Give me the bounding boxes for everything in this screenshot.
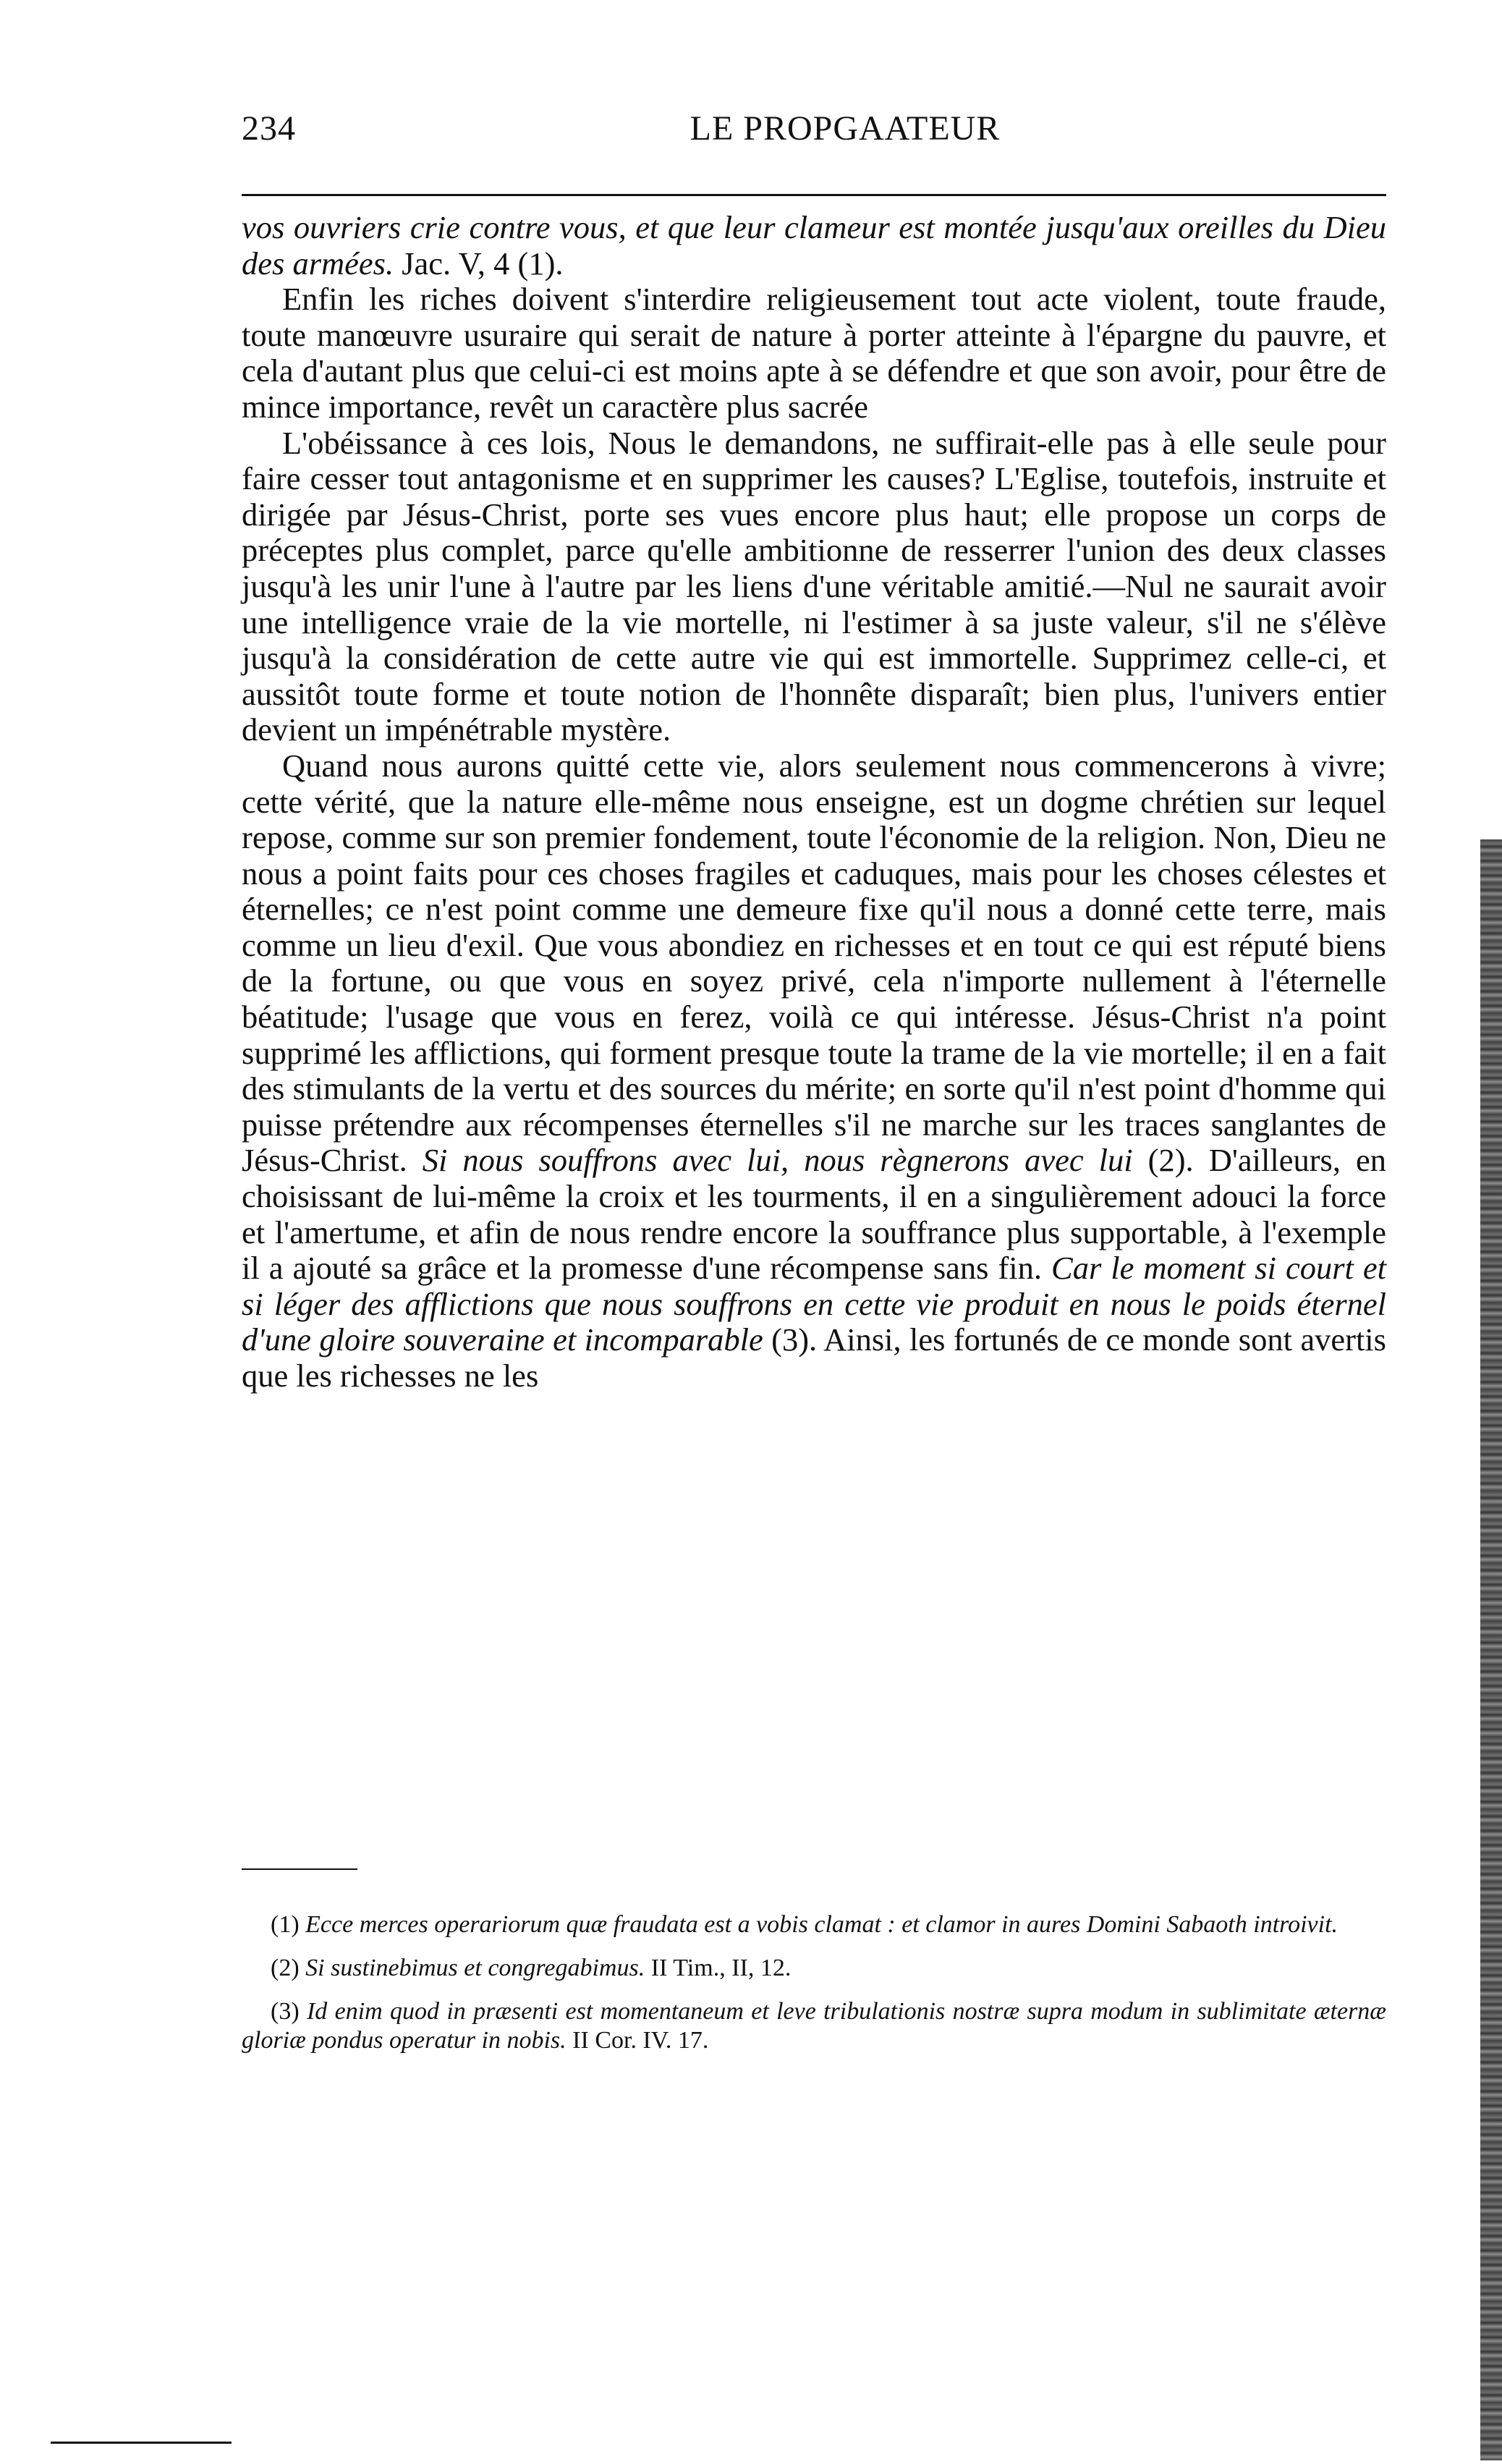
footnote-number: (2)	[271, 1955, 306, 1981]
footnotes	[242, 1910, 1386, 2070]
binding-edge-shadow	[1480, 839, 1502, 2460]
quotation-reference: Jac. V, 4 (1).	[394, 245, 564, 281]
paragraph-4	[242, 748, 1386, 1394]
footnote-1	[242, 1910, 1386, 1939]
paragraph-4-text-1: Quand nous aurons quitté cette vie, alors seulement nous commencerons à vivre; cette vérité, que la nature elle-même nous enseigne, est un dogme chrétien sur lequel repose, comme sur son premier fondement, toute l'économie de la religion. Non, Dieu ne nous a point faits pour ces choses fragiles et caduques, mais pour les choses célestes et éternelles; ce n'est point comme une demeure fixe qu'il nous a donné cette terre, mais comme un lieu d'exil. Que vous abondiez en richesses et en tout ce qui est réputé biens de la fortune, ou que vous en soyez privé, cela n'importe nullement à l'éternelle béatitude; l'usage que vous en ferez, voilà ce qui intéresse. Jésus-Christ n'a point supprimé les afflictions, qui forment presque toute la trame de la vie mortelle; il en a fait des stimulants de la vertu et des sources du mérite; en sorte qu'il n'est point d'homme qui puisse prétendre aux récompenses éternelles s'il ne marche sur les traces sanglantes de Jésus-Christ.	[242, 747, 1386, 1179]
footnote-number: (3)	[271, 1998, 307, 2025]
paragraph-4-text-2: (2). D'ailleurs, en choisissant de lui-même la croix et les tourments, il en a singulièrement adouci la force et l'amertume, et afin de nous rendre encore la souffrance plus supportable, à l'exemple il a ajouté sa grâce et la promesse d'une récompense sans fin.	[242, 1142, 1386, 1287]
paragraph-2: Enfin les riches doivent s'interdire religieusement tout acte violent, toute fraude, toute manœuvre usuraire qui serait de nature à porter atteinte à l'épargne du pauvre, et cela d'autant plus que celui-ci est moins apte à se défendre et que son avoir, pour être de mince importance, revêt un caractère plus sacrée	[242, 281, 1386, 425]
footnote-reference: II Cor. IV. 17.	[566, 2027, 709, 2054]
paragraph-4-text-3: (3). Ainsi, les fortunés de ce monde sont avertis que les richesses ne les	[242, 1321, 1386, 1394]
footnote-number: (1)	[271, 1911, 306, 1938]
footnote-latin: Id enim quod in præsenti est momentaneum et leve tribulationis nostræ supra modum in sublimitate æternæ gloriæ pondus operatur in nobis.	[242, 1998, 1386, 2054]
paragraph-1	[242, 210, 1386, 281]
footnote-latin: Ecce merces operariorum quæ fraudata est a vobis clamat : et clamor in aures Domini Sabaoth introivit.	[305, 1911, 1338, 1938]
main-text	[242, 210, 1386, 1394]
quotation-italic: vos ouvriers crie contre vous, et que leur clameur est montée jusqu'aux oreilles du Dieu des armées.	[242, 209, 1386, 281]
paragraph-4-italic-1: Si nous souffrons avec lui, nous règnerons avec lui	[422, 1142, 1133, 1179]
header-rule	[242, 194, 1386, 196]
paragraph-3: L'obéissance à ces lois, Nous le demandons, ne suffirait-elle pas à elle seule pour faire cesser tout antagonisme et en supprimer les causes? L'Eglise, toutefois, instruite et dirigée par Jésus-Christ, porte ses vues encore plus haut; elle propose un corps de préceptes plus complet, parce qu'elle ambitionne de resserrer l'union des deux classes jusqu'à les unir l'une à l'autre par les liens d'une véritable amitié.—Nul ne saurait avoir une intelligence vraie de la vie mortelle, ni l'estimer à sa juste valeur, s'il ne s'élève jusqu'à la considération de cette autre vie qui est immortelle. Supprimez celle-ci, et aussitôt toute forme et toute notion de l'honnête disparaît; bien plus, l'univers entier devient un impénétrable mystère.	[242, 424, 1386, 748]
footnote-rule	[242, 1868, 357, 1870]
footnote-2	[242, 1954, 1386, 1983]
page-header	[242, 109, 1391, 159]
footnote-3	[242, 1997, 1386, 2055]
bottom-scan-line	[51, 2442, 232, 2444]
page-number: 234	[242, 109, 296, 148]
running-title: LE PROPGAATEUR	[690, 109, 1001, 148]
footnote-reference: II Tim., II, 12.	[645, 1955, 792, 1981]
paragraph-4-italic-2: Car le moment si court et si léger des afflictions que nous souffrons en cette vie produit en nous le poids éternel d'une gloire souveraine et incomparable	[242, 1250, 1386, 1358]
footnote-latin: Si sustinebimus et congregabimus.	[305, 1955, 645, 1981]
